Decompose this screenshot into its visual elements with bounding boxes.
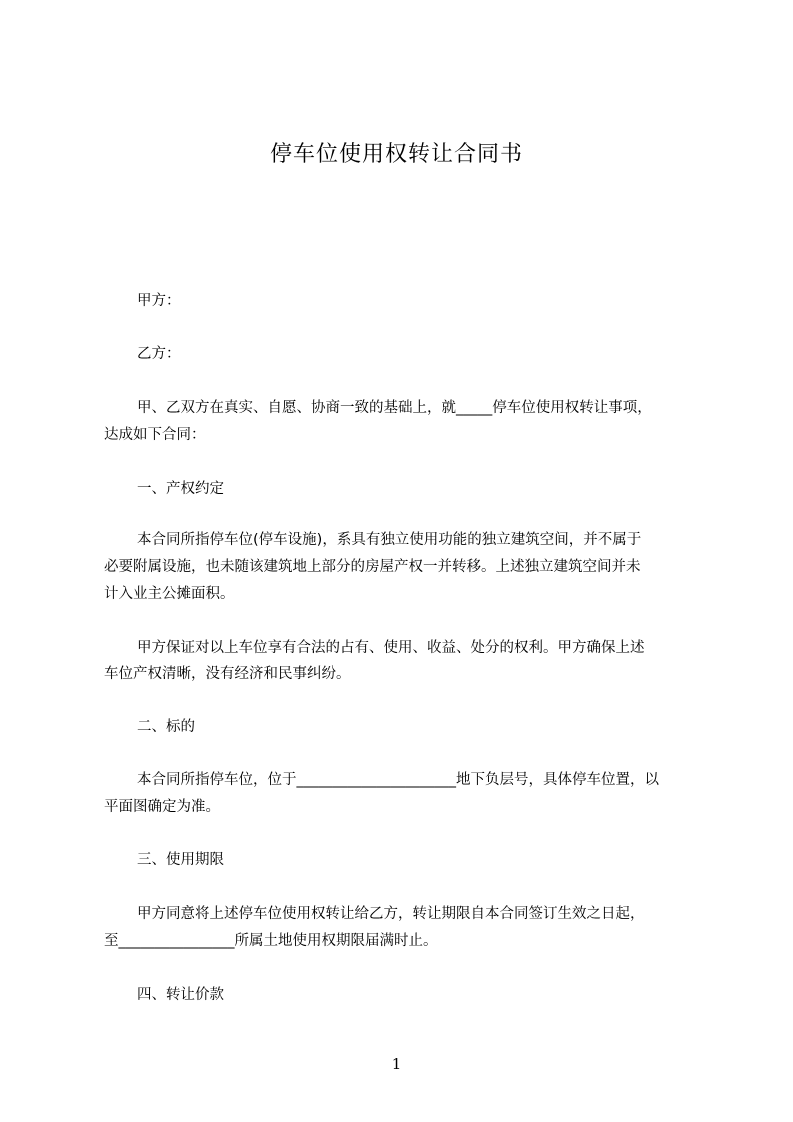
section-1-p1-line-1: 本合同所指停车位(停车设施)，系具有独立使用功能的独立建筑空间，并不属于 — [137, 532, 642, 548]
section-1-p2-line-1: 甲方保证对以上车位享有合法的占有、使用、收益、处分的权利。甲方确保上述 — [137, 640, 645, 656]
section-1-p1-line-2: 必要附属设施，也未随该建筑地上部分的房屋产权一并转移。上述独立建筑空间并未 — [104, 559, 641, 575]
section-4-heading: 四、转让价款 — [137, 987, 224, 1003]
section-1-p1-line-3: 计入业主公摊面积。 — [104, 586, 235, 602]
intro-line-1: 甲、乙双方在真实、自愿、协商一致的基础上，就_____停车位使用权转让事项， — [137, 400, 652, 416]
section-3-p1-line-2: 至________________所属土地使用权期限届满时止。 — [104, 933, 438, 949]
section-1-heading: 一、产权约定 — [137, 481, 224, 497]
section-2-heading: 二、标的 — [137, 719, 195, 735]
section-3-p1-line-1: 甲方同意将上述停车位使用权转让给乙方，转让期限自本合同签订生效之日起， — [137, 906, 645, 922]
intro-line-2: 达成如下合同： — [104, 427, 206, 443]
section-3-heading: 三、使用期限 — [137, 852, 224, 868]
page-number: 1 — [391, 1055, 402, 1073]
document-title: 停车位使用权转让合同书 — [269, 142, 523, 167]
party-a-label: 甲方： — [137, 293, 181, 309]
section-1-p2-line-2: 车位产权清晰，没有经济和民事纠纷。 — [104, 666, 351, 682]
party-b-label: 乙方： — [137, 346, 181, 362]
section-2-p1-line-2: 平面图确定为准。 — [104, 799, 220, 815]
section-2-p1-line-1: 本合同所指停车位，位于______________________地下负层号，具体停车位置，以 — [137, 772, 659, 788]
